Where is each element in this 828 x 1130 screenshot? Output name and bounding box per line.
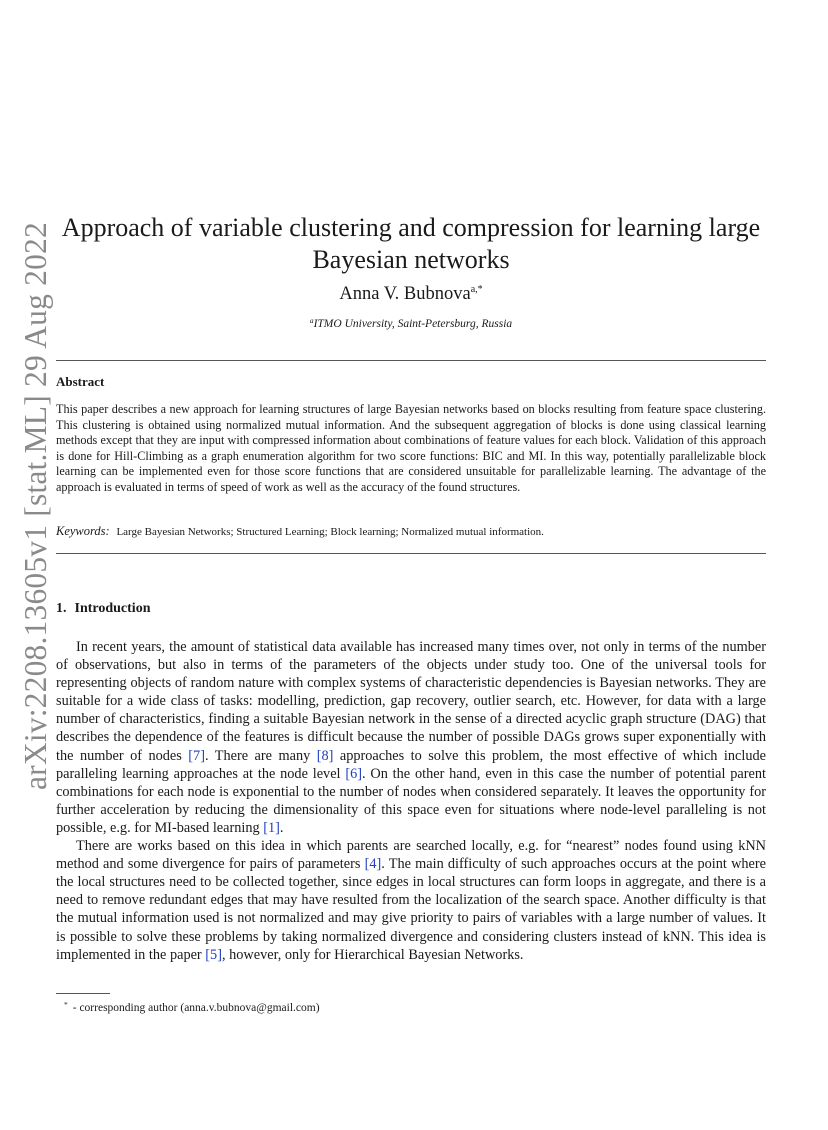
citation-link[interactable]: [8] [316, 747, 334, 764]
section-number: 1. [56, 601, 67, 616]
footnote-mark: * [64, 1000, 68, 1009]
citation-link[interactable]: [4] [364, 856, 382, 873]
abstract-top-rule [56, 360, 766, 361]
citation-link[interactable]: [1] [263, 819, 280, 836]
abstract-bottom-rule [56, 553, 766, 554]
keywords-label: Keywords: [56, 524, 110, 538]
section-title: Introduction [74, 601, 151, 616]
footnote [64, 1000, 320, 1014]
citation-link[interactable]: [6] [345, 765, 362, 782]
footnote-text: - corresponding author (anna.v.bubnova@gmail.com) [72, 1002, 320, 1014]
paragraph-text: . [279, 819, 284, 836]
keywords [56, 524, 766, 539]
arxiv-identifier: arXiv:2208.13605v1 [stat.ML] 29 Aug 2022 [18, 222, 53, 790]
paragraph [56, 638, 766, 837]
author-line [56, 284, 766, 305]
introduction-body [56, 638, 766, 964]
footnote-rule [56, 993, 110, 994]
paragraph-text: , however, only for Hierarchical Bayesian Networks. [221, 946, 524, 963]
paragraph-text: . There are many [204, 747, 317, 764]
paragraph-text: There are works based on this idea in which parents are searched locally, e.g. for “nearest” nodes found using kNN method and some divergence for pairs of parameters [56, 838, 766, 873]
paragraph-text: . The main difficulty of such approaches occurs at the point where the local structures need to be collected together, since edges in local structures can form loops in aggregate, and there is a need to remove redundant edges that may have resulted from the localization of the search space. Another difficulty is that the mutual information used is not normalized and may give priority to pairs of variables with a large number of values. It is possible to solve these problems by taking normalized divergence and considering clusters instead of kNN. This idea is implemented in the paper [56, 856, 766, 963]
citation-link[interactable]: [7] [188, 747, 205, 764]
citation-link[interactable]: [5] [205, 946, 222, 963]
author-marks: a,* [470, 284, 483, 295]
author-name: Anna V. Bubnova [339, 284, 471, 304]
paper-title: Approach of variable clustering and compression for learning large Bayesian networks [61, 213, 761, 274]
abstract-text: This paper describes a new approach for learning structures of large Bayesian networks based on blocks resulting from feature space clustering. This clustering is obtained using normalized mutual information. And the subsequent aggregation of blocks is done using classical learning methods except that they are input with compressed information about combinations of feature values for each block. Validation of this approach is done for Hill-Climbing as a graph enumeration algorithm for two score functions: BIC and MI. In this way, potentially parallelizable block learning can be implemented even for those score functions that are considered unsuitable for parallelizable learning. The advantage of the approach is evaluated in terms of speed of work as well as the accuracy of the found structures. [56, 402, 766, 494]
keywords-text: Large Bayesian Networks; Structured Learning; Block learning; Normalized mutual information. [116, 526, 544, 538]
affiliation-mark: a [309, 316, 314, 325]
paragraph [56, 837, 766, 964]
affiliation-text: ITMO University, Saint-Petersburg, Russia [313, 318, 513, 330]
affiliation [56, 316, 766, 330]
paragraph-text: In recent years, the amount of statistical data available has increased many times over, not only in terms of the number of observations, but also in terms of the parameters of the objects under study too. One of the universal tools for representing objects of random nature with complex systems of characteristic dependencies is Bayesian networks. They are suitable for a wide class of tasks: modelling, prediction, gap recovery, outlier search, etc. However, for data with a large number of characteristics, finding a suitable Bayesian network in the sense of a directed acyclic graph structure (DAG) that describes the dependence of the features is difficult because the number of possible DAGs grows super exponentially with the number of nodes [56, 639, 766, 764]
abstract-heading: Abstract [56, 374, 105, 389]
section-heading [56, 601, 150, 617]
paragraph-text: approaches to solve this problem, the most effective of which include paralleling learning approaches at the node level [56, 747, 767, 782]
paragraph-text: . On the other hand, even in this case the number of potential parent combinations for each node is exponential to the number of nodes when considered separately. It leaves the opportunity for further acceleration by reducing the dimensionality of this space even for situations where node-level paralleling is not possible, e.g. for MI-based learning [56, 765, 766, 836]
